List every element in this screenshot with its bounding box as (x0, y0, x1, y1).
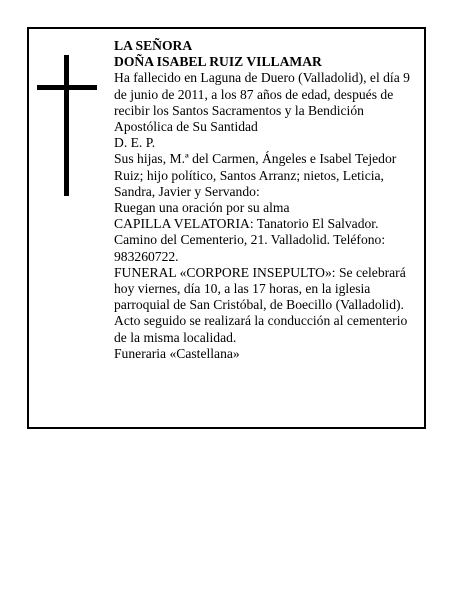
cross-icon (37, 55, 97, 196)
rest-in-peace: D. E. P. (114, 135, 156, 151)
obituary-text (114, 38, 414, 362)
deceased-name: DOÑA ISABEL RUIZ VILLAMAR (114, 54, 322, 70)
death-info: Ha fallecido en Laguna de Duero (Valladolid), el día 9 de junio de 2011, a los 87 años de edad, después de recibir los Santos Sacramentos y la Bendición Apostólica de Su Santidad (114, 70, 410, 135)
funeral-info: FUNERAL «CORPORE INSEPULTO»: Se celebrará hoy viernes, día 10, a las 17 horas, en la iglesia parroquial de San Cristóbal, de Boecillo (Valladolid). Acto seguido se realizará la conducción al cementerio de la misma localidad. (114, 264, 408, 345)
cross-vertical-bar (64, 55, 69, 196)
funeral-home: Funeraria «Castellana» (114, 345, 240, 361)
family-members: Sus hijas, M.ª del Carmen, Ángeles e Isabel Tejedor Ruiz; hijo político, Santos Arranz; nietos, Leticia, Sandra, Javier y Servando: (114, 151, 397, 199)
prayer-request: Ruegan una oración por su alma (114, 200, 290, 216)
chapel-info: CAPILLA VELATORIA: Tanatorio El Salvador. Camino del Cementerio, 21. Valladolid. Teléfono: 983260722. (114, 216, 386, 264)
notice-title: LA SEÑORA (114, 38, 193, 53)
cross-horizontal-bar (37, 85, 97, 90)
